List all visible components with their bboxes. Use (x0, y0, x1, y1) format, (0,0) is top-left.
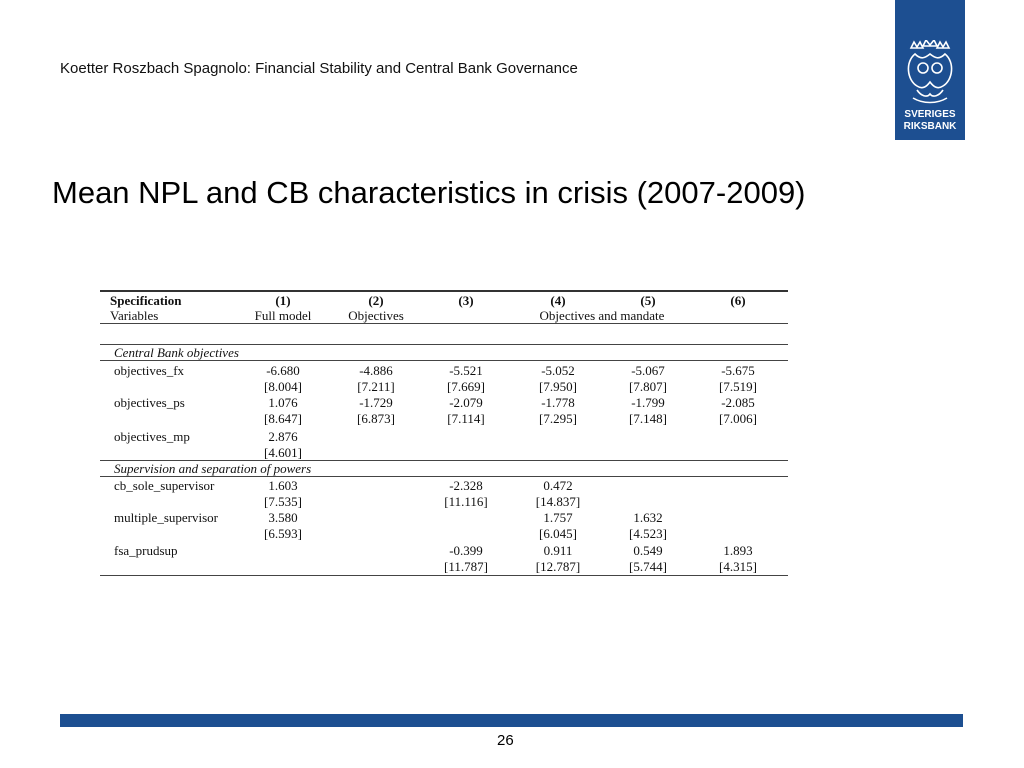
spec-number-4: (4) (550, 293, 566, 308)
spec-number-1: (1) (275, 293, 291, 308)
se-cell: [6.593] (264, 526, 302, 541)
section-rule (100, 360, 788, 361)
se-cell: [4.601] (264, 445, 302, 460)
se-cell: [4.315] (719, 559, 757, 574)
se-cell: [7.148] (629, 411, 667, 426)
row-label-multiple-supervisor: multiple_supervisor (114, 510, 218, 525)
spec-number-2: (2) (368, 293, 384, 308)
footer-bar (60, 714, 963, 727)
header-text: Koetter Roszbach Spagnolo: Financial Stability and Central Bank Governance (60, 60, 578, 77)
coef-cell: -1.799 (631, 395, 665, 410)
coef-cell: -4.886 (359, 363, 393, 378)
spec-number-3: (3) (458, 293, 474, 308)
table-top-rule (100, 290, 788, 292)
spec-label: Specification (110, 293, 182, 308)
se-cell: [7.114] (447, 411, 485, 426)
spec-number-5: (5) (640, 293, 656, 308)
col-title-objectives-mandate: Objectives and mandate (539, 308, 665, 323)
variables-label: Variables (110, 308, 159, 323)
coef-cell: -0.399 (449, 543, 483, 558)
riksbank-logo (895, 0, 965, 140)
coef-cell: 1.757 (543, 510, 573, 525)
section-central-bank-objectives: Central Bank objectives (114, 345, 239, 360)
se-cell: [12.787] (535, 559, 581, 574)
coef-cell: -2.079 (449, 395, 483, 410)
section-supervision: Supervision and separation of powers (114, 461, 312, 476)
col-title-objectives: Objectives (348, 308, 404, 323)
row-label-cb-sole-supervisor: cb_sole_supervisor (114, 478, 215, 493)
se-cell: [11.116] (444, 494, 488, 509)
se-cell: [7.669] (447, 379, 485, 394)
col-title-full-model: Full model (254, 308, 312, 323)
coef-cell: 2.876 (268, 429, 298, 444)
coef-cell: -1.778 (541, 395, 575, 410)
regression-table (100, 290, 800, 580)
se-cell: [7.006] (719, 411, 757, 426)
coef-cell: 0.549 (633, 543, 663, 558)
row-label-fsa-prudsup: fsa_prudsup (114, 543, 178, 558)
se-cell: [5.744] (629, 559, 667, 574)
coef-cell: -6.680 (266, 363, 300, 378)
coef-cell: 1.076 (268, 395, 298, 410)
se-cell: [6.045] (539, 526, 577, 541)
se-cell: [7.807] (629, 379, 667, 394)
coef-cell: -2.085 (721, 395, 755, 410)
se-cell: [11.787] (444, 559, 488, 574)
spec-number-6: (6) (730, 293, 746, 308)
coef-cell: -1.729 (359, 395, 393, 410)
se-cell: [7.519] (719, 379, 757, 394)
page-number: 26 (497, 732, 514, 749)
se-cell: [7.211] (357, 379, 395, 394)
se-cell: [8.004] (264, 379, 302, 394)
logo-text-line2: RIKSBANK (903, 121, 957, 132)
se-cell: [4.523] (629, 526, 667, 541)
table-bottom-rule (100, 575, 788, 576)
se-cell: [6.873] (357, 411, 395, 426)
crown-crest-icon (903, 40, 957, 106)
row-label-objectives-mp: objectives_mp (114, 429, 190, 444)
table-header-rule (100, 323, 788, 324)
coef-cell: 3.580 (268, 510, 298, 525)
coef-cell: -5.067 (631, 363, 665, 378)
coef-cell: -5.521 (449, 363, 483, 378)
coef-cell: -2.328 (449, 478, 483, 493)
coef-cell: 1.893 (723, 543, 753, 558)
se-cell: [8.647] (264, 411, 302, 426)
coef-cell: -5.052 (541, 363, 575, 378)
coef-cell: -5.675 (721, 363, 755, 378)
se-cell: [7.535] (264, 494, 302, 509)
coef-cell: 0.911 (543, 543, 573, 558)
section-rule (100, 476, 788, 477)
row-label-objectives-fx: objectives_fx (114, 363, 185, 378)
slide-title: Mean NPL and CB characteristics in crisis (2007-2009) (52, 175, 806, 210)
se-cell: [7.950] (539, 379, 577, 394)
logo-text-line1: SVERIGES (904, 109, 956, 120)
coef-cell: 0.472 (543, 478, 573, 493)
row-label-objectives-ps: objectives_ps (114, 395, 185, 410)
coef-cell: 1.632 (633, 510, 663, 525)
se-cell: [7.295] (539, 411, 577, 426)
se-cell: [14.837] (535, 494, 581, 509)
coef-cell: 1.603 (268, 478, 298, 493)
